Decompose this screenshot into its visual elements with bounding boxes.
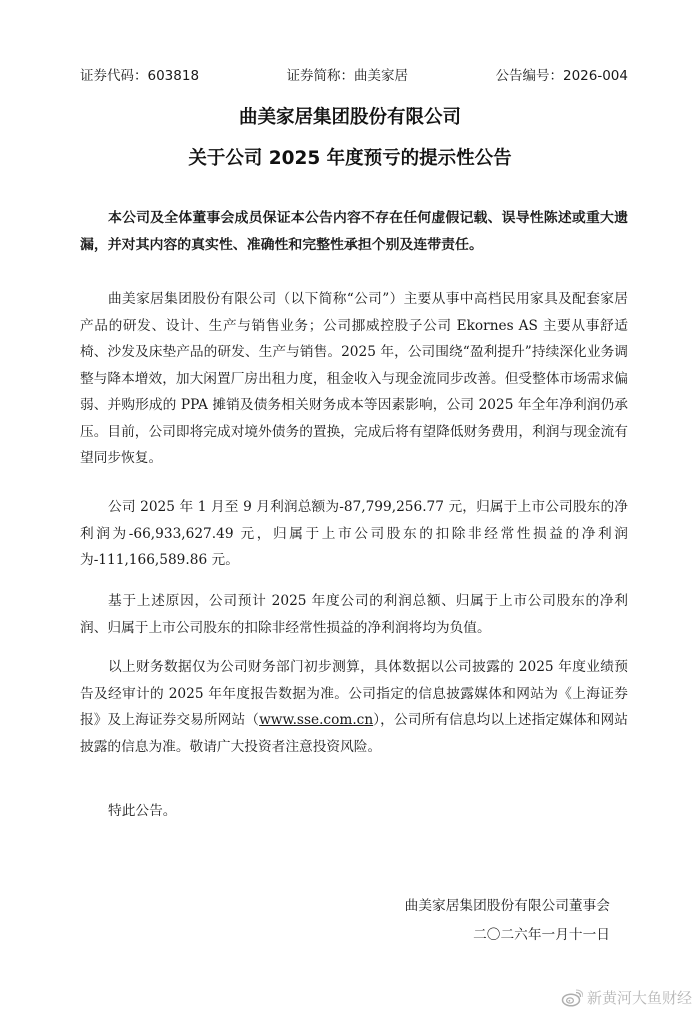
closing-remark: 特此公告。	[108, 803, 177, 819]
watermark	[561, 987, 692, 1008]
disclosure-text-before: 以上财务数据仅为公司财务部门初步测算，具体数据以公司披露的 2025 年度业绩预告及经审计的 2025 年年度报告数据为准。公司指定的信息披露媒体和网站为《上海证券报》及上海证券交易所网站（	[80, 659, 628, 728]
announcement-number: 公告编号：2026-004	[495, 68, 628, 84]
business-overview-paragraph: 曲美家居集团股份有限公司（以下简称“公司”）主要从事中高档民用家具及配套家居产品的研发、设计、生产与销售业务；公司挪威控股子公司 Ekornes AS 主要从事舒适椅、沙发及床垫产品的研发、生产与销售。2025 年，公司围绕“盈利提升”持续深化业务调整与降本增效，加大闲置厂房出租力度，租金收入与现金流同步改善。但受整体市场需求偏弱、并购形成的 PPA 摊销及债务相关财务成本等因素影响，公司 2025 年全年净利润仍承压。目前，公司即将完成对境外债务的置换，完成后将有望降低财务费用，利润与现金流有望同步恢复。	[80, 291, 628, 466]
announcement-header	[80, 64, 628, 84]
company-title: 曲美家居集团股份有限公司	[238, 107, 461, 128]
forecast-paragraph: 基于上述原因，公司预计 2025 年度公司的利润总额、归属于上市公司股东的净利润、归属于上市公司股东的扣除非经常性损益的净利润将均为负值。	[80, 593, 628, 636]
signature-organization: 曲美家居集团股份有限公司董事会	[404, 898, 610, 914]
signature-date: 二〇二六年一月十一日	[473, 927, 610, 943]
disclosure-text-after: ），公司所有信息均以上述指定媒体和网站披露的信息为准。敬请广大投资者注意投资风险。	[80, 712, 628, 755]
disclosure-paragraph	[80, 654, 628, 760]
weibo-icon	[561, 989, 583, 1007]
board-statement: 本公司及全体董事会成员保证本公告内容不存在任何虚假记载、误导性陈述或重大遗漏，并对其内容的真实性、准确性和完整性承担个别及连带责任。	[80, 210, 628, 253]
stock-name: 证券简称：曲美家居	[286, 68, 409, 84]
watermark-text: 新黄河大鱼财经	[586, 989, 692, 1007]
stock-code: 证券代码：603818	[80, 68, 200, 84]
financial-figures-paragraph: 公司 2025 年 1 月至 9 月利润总额为-87,799,256.77 元，归属于上市公司股东的净利润为-66,933,627.49 元，归属于上市公司股东的扣除非经常性损益的净利润为-111,166,589.86 元。	[80, 499, 628, 568]
sse-website-link[interactable]: www.sse.com.cn	[259, 712, 374, 728]
announcement-title: 关于公司 2025 年度预亏的提示性公告	[188, 148, 512, 169]
